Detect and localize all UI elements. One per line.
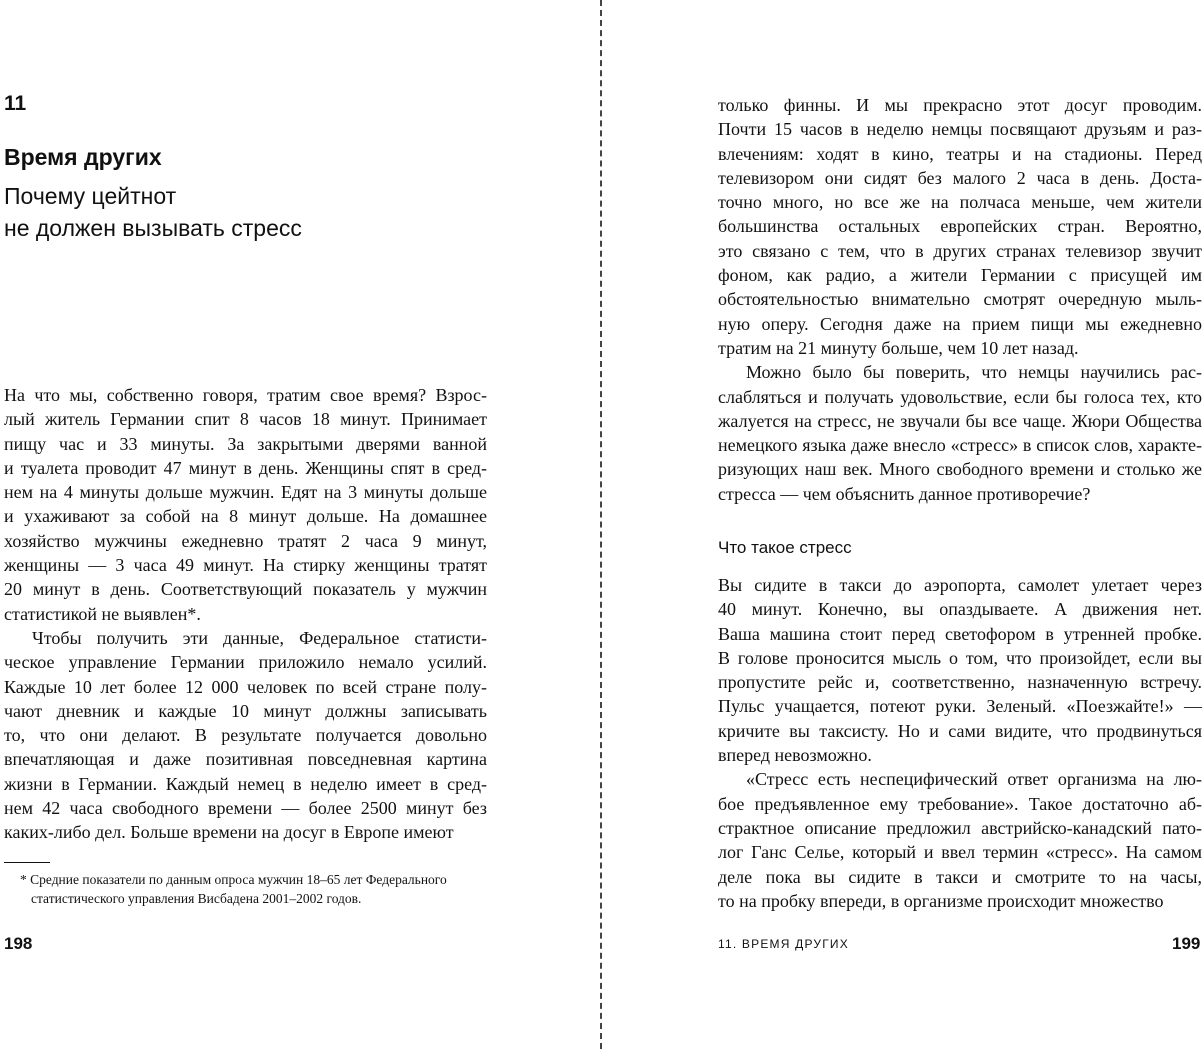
chapter-number: 11	[4, 92, 27, 115]
running-head: 11. ВРЕМЯ ДРУГИХ	[718, 937, 849, 951]
body-text-line: Ваша машина стоит перед светофором в утренней пробке.	[718, 623, 1202, 644]
body-text-line: 20 минут в день. Соответствующий показатель у мужчин	[4, 579, 487, 600]
body-text-line: Пульс учащается, потеют руки. Зеленый. «Поезжайте!» —	[718, 696, 1202, 717]
body-text-line: бое предъявленное ему требование». Такое достаточно аб-	[718, 793, 1202, 814]
body-text-line: слабляться и получать удовольствие, если бы голоса тех, кто	[718, 386, 1202, 407]
body-text-line: нем на 4 минуты дольше мужчин. Едят на 3 минуты дольше	[4, 482, 487, 503]
body-text-line: и ухаживают за собой на 8 минут дольше. На домашнее	[4, 506, 487, 527]
right-body-text-top	[718, 93, 1202, 506]
footnote	[20, 870, 490, 908]
body-text-line: это связано с тем, что в других странах телевизор звучит	[718, 240, 1202, 261]
footnote-line: статистического управления Висбадена 2001–2002 годов.	[31, 891, 362, 906]
body-text-line: и туалета проводит 47 минут в день. Женщины спят в сред-	[4, 457, 487, 478]
body-text-line: ческое управление Германии приложило немало усилий.	[4, 652, 487, 673]
body-text-line: женщины — 3 часа 49 минут. На стирку женщины тратят	[4, 555, 487, 576]
body-text-line: телевизором они сидят без малого 2 часа в день. Доста-	[718, 167, 1202, 188]
body-text-line: вперед невозможно.	[718, 745, 872, 766]
body-text-line: статистикой не выявлен*.	[4, 603, 201, 624]
chapter-subtitle-line: не должен вызывать стресс	[4, 215, 302, 241]
left-body-text	[4, 383, 487, 845]
body-text-line: обстоятельностью внимательно смотрят очередную мыль-	[718, 289, 1202, 310]
section-heading: Что такое стресс	[718, 538, 852, 557]
body-text-line: Можно было бы поверить, что немцы научились рас-	[746, 362, 1202, 383]
body-text-line: впечатляющая и даже позитивная повседневная картина	[4, 749, 487, 770]
body-text-line: стресса — чем объяснить данное противоречие?	[718, 483, 1091, 504]
body-text-line: то, что они делают. В результате получается довольно	[4, 725, 487, 746]
body-text-line: Почти 15 часов в неделю немцы посвящают друзьям и раз-	[718, 119, 1202, 140]
body-text-line: «Стресс есть неспецифический ответ организма на лю-	[746, 769, 1202, 790]
body-text-line: ную оперу. Сегодня даже на прием пищи мы ежедневно	[718, 313, 1202, 334]
body-text-line: большинства остальных европейских стран. Вероятно,	[718, 216, 1202, 237]
page-number-right: 199	[1172, 934, 1201, 953]
footnote-line: * Средние показатели по данным опроса мужчин 18–65 лет Федерального	[20, 872, 447, 887]
body-text-line: Каждые 10 лет более 12 000 человек по всей стране полу-	[4, 676, 487, 697]
body-text-line: Чтобы получить эти данные, Федеральное статисти-	[32, 627, 487, 648]
body-text-line: деле пока вы сидите в такси и смотрите то на часы,	[718, 866, 1202, 887]
body-text-line: пропустите рейс и, соответственно, назначенную встречу.	[718, 672, 1202, 693]
body-text-line: немецкого языка даже внесло «стресс» в список слов, характе-	[718, 435, 1202, 456]
body-text-line: чают дневник и каждые 10 минут должны записывать	[4, 700, 487, 721]
chapter-subtitle	[4, 180, 424, 244]
body-text-line: лог Ганс Селье, который и ввел термин «стресс». На самом	[718, 842, 1202, 863]
body-text-line: точно много, но все же на полчаса меньше, чем жители	[718, 192, 1202, 213]
body-text-line: кричите вы таксисту. Но и сами видите, что продвинуться	[718, 720, 1202, 741]
page-fold-divider	[600, 0, 602, 1049]
body-text-line: нем 42 часа свободного времени — более 2500 минут без	[4, 798, 487, 819]
body-text-line: влечениям: ходят в кино, театры и на стадионы. Перед	[718, 143, 1202, 164]
body-text-line: лый житель Германии спит 8 часов 18 минут. Принимает	[4, 409, 487, 430]
body-text-line: ризующих наш век. Много свободного времени и столько же	[718, 459, 1202, 480]
body-text-line: Вы сидите в такси до аэропорта, самолет улетает через	[718, 575, 1202, 595]
body-text-line: фоном, как радио, а жители Германии с присущей им	[718, 265, 1202, 286]
body-text-line: В голове проносится мысль о том, что произойдет, если вы	[718, 647, 1202, 668]
body-text-line: пищу час и 33 минуты. За закрытыми дверями ванной	[4, 433, 487, 454]
body-text-line: тратим на 21 минуту больше, чем 10 лет назад.	[718, 337, 1079, 358]
chapter-title: Время других	[4, 144, 162, 170]
body-text-line: 40 минут. Конечно, вы опаздываете. А движения нет.	[718, 599, 1202, 620]
body-text-line: жалуется на стресс, не звучали бы все чаще. Жюри Общества	[718, 410, 1202, 431]
right-body-text-bottom	[718, 573, 1202, 913]
body-text-line: страктное описание предложил австрийско-канадский пато-	[718, 817, 1202, 838]
body-text-line: то на пробку впереди, в организме происходит множество	[718, 890, 1164, 911]
body-text-line: каких-либо дел. Больше времени на досуг в Европе имеют	[4, 822, 454, 843]
chapter-subtitle-line: Почему цейтнот	[4, 183, 177, 209]
body-text-line: На что мы, собственно говоря, тратим свое время? Взрос-	[4, 385, 487, 405]
body-text-line: только финны. И мы прекрасно этот досуг проводим.	[718, 95, 1202, 115]
body-text-line: жизни в Германии. Каждый немец в неделю имеет в сред-	[4, 773, 487, 794]
body-text-line: хозяйство мужчины ежедневно тратят 2 часа 9 минут,	[4, 530, 487, 551]
footnote-rule	[4, 862, 50, 863]
page-number-left: 198	[4, 934, 33, 953]
